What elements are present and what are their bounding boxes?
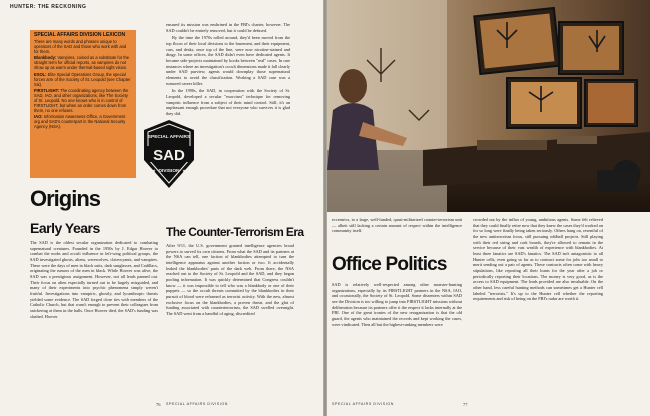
- emblem-top-text: SPECIAL AFFAIRS: [147, 135, 191, 140]
- heading-origins: Origins: [30, 186, 101, 211]
- office-photo: [327, 0, 650, 212]
- heading-office-politics: Office Politics: [332, 254, 447, 275]
- page-number-right: 77: [463, 402, 468, 407]
- paragraph: By the time the 1970s rolled around, they'd been moved from the top floors of their local divisions to the basement, and their equipment, cars, and desks, once top of the line, were now nicotine-stained and dingy. In some offices, the SAD didn't even have dedicated agents. It became side-projects maintained by kooks between "real" cases. In rare instances where an investigation's occult dimensions made it fall clearly under SAD purview, agents would downplay those supernatural elements to avoid the classification. Working a SAD case was a rumored career killer.: [166, 35, 290, 86]
- paragraph: eccentrics, to a large, well-funded, quasi-militarized counter-terrorism unit — albeit still lacking a certain amount of respect within the intelligence community itself.: [332, 217, 462, 234]
- footer-right: SPECIAL AFFAIRS DIVISION: [332, 402, 394, 406]
- lexicon-sidebar: [30, 30, 136, 178]
- lexicon-title: SPECIAL AFFAIRS DIVISION LEXICON: [34, 32, 126, 38]
- paragraph: crowded out by the influx of young, ambitious agents. Some felt relieved that they could finally retire now that they knew the cases they'd worked on for so long were finally being taken seriously. Others hang on, resentful of the new antiterrorism focus, still pursuing oddball projects. Still playing with their red string and cork boards, they're allowed to remain in the service because of their vast wealth of experience with blankbodies. At least three fanatics are SAD's fanatics. The SAD isn't antagonistic to all Hunter cells, even going so far as to contract some for jobs too small to merit sending out a pair of agents. These contracts often come with heavy stipulations, like reporting all their hunts for the year after a job or periodically reporting their locations. The money is very good, as is the access to SAD equipment. The leads provided are also invaluable. On the other hand, less careful hunting methods can sometimes get a Hunter cell labeled "terrorists." It's up to the Hunter cell whether the reporting requirements and risk of being on the FBI's radar are worth it.: [473, 217, 603, 302]
- paragraph: SAD is relatively well-respected among other monster-hunting organizations, especially by its FIRSTLIGHT partners in the NSA, IAO, and occasionally, the Society of St. Leopold. Some dissenters within SAD see the Division is too willing to jump into FIRSTLIGHT missions without deliberation because its partners offer it the respect it lacks internally at the FBI. One of the great ironies of the new reorganization is that the old guard, the agents who maintained the records and kept working the cases, were vindicated. Then all but the highest-ranking members were: [332, 282, 462, 327]
- lexicon-entry: Blankbody: Vampires, coined as a substitute for the straight term for official reports, as vampires do not show up as warm under thermal-based sight vision.: [34, 55, 130, 71]
- lexicon-intro: There are many words and phrases unique to operators of the SAD and those who work with and for them.: [34, 38, 127, 54]
- lexicon-entry: IAO: Information Awareness Office, a Government org and SAD's counterpart in the National Security Agency (NSA).: [34, 114, 126, 130]
- left-page: [0, 0, 323, 416]
- sad-emblem: [140, 118, 198, 190]
- lexicon-entry: FIRSTLIGHT: The coordinating agency between the SAD, IAO, and other organizations, like The Society of St. Leopold. No one knows who is in control of FIRSTLIGHT, but when an order comes down from them, no one refuses.: [34, 88, 129, 113]
- right-column-1: [332, 217, 462, 251]
- lexicon-entry: ESOL: Elite Special Operations Group, the special forces arm of the Society of St. Leopold (see Chapter Six).: [34, 71, 131, 87]
- running-header: HUNTER: THE RECKONING: [10, 4, 87, 10]
- emblem-center-text: SAD: [153, 147, 185, 164]
- right-page: [327, 0, 650, 416]
- office-politics-column: [332, 282, 462, 388]
- svg-text:★: ★: [152, 168, 156, 173]
- paragraph: ensured its mission was enshrined in the FBI's charter, however. The SAD couldn't be entirely removed, but it could be defused.: [166, 22, 290, 33]
- early-years-column: [30, 240, 158, 386]
- svg-text:★: ★: [182, 168, 186, 173]
- counter-terrorism-column: [166, 243, 294, 386]
- emblem-bottom-text: DIVISION: [158, 169, 180, 174]
- page-number-left: 76: [156, 402, 161, 407]
- heading-early-years: Early Years: [30, 220, 100, 236]
- paragraph: After 9/11, the U.S. government granted intelligence agencies broad powers to surveil its own citizens. From what the SAD and its partners at the NSA can tell, one faction of blankbodies attempted to turn the intelligence apparatus against another faction or two. It accidentally leaked the blankbodies' parts of the dark web. From there, the NSA reached out to the Society of St. Leopold and the SAD, and they began pooling information. It was quickly determined that Congress couldn't know — it was impossible to tell who was a blankbody or one of their puppets — so the occult threats committed by the blankbodies in their pursuit of blood were reframed as terrorist activity. With the new, almost exclusive focus on the blankbodies, a proven threat, and the glut of funding associated with counterterrorism, the SAD swelled overnight. The SAD went from a handful of aging, discredited: [166, 243, 294, 317]
- right-column-2: [473, 217, 603, 388]
- heading-counter-terrorism: The Counter-Terrorism Era: [166, 225, 304, 239]
- paragraph: The SAD is the oldest secular organization dedicated to combating supernatural creatures. Founded in the 1950s by J. Edgar Hoover to combat the mobs and occult influence in left-wing political groups, the SAD investigated ghosts, aliens, werewolves, clairvoyants, and vampires. These were the days of men in black suits, dark sunglasses, and Cadillacs, originating the rumors of the men in black. While Hoover was alive, the SAD was a prestigious assignment. However, not all leads panned out. Their focus on alien especially turned out to be largely misguided, and many of their experiments into psychic phenomena simply weren't fruitful. Investigations into vampiric, ghostly, and lycanthropic threats yielded some evidence. The SAD forged close ties with members of the Catholic Church, but that wasn't enough to prevent their colleagues from snickering at them in the halls. Once Hoover died, the SAD's funding was slashed. Hoover: [30, 240, 158, 319]
- paragraph: In the 1990s, the SAD, in cooperation with the Society of St. Leopold, developed a secular "exorcism" technique for removing vampiric influence from a subject of their mind control. Still, it's an unpleasant enough procedure that not everyone who survives it is glad they did.: [166, 88, 290, 117]
- footer-left: SPECIAL AFFAIRS DIVISION: [166, 402, 228, 406]
